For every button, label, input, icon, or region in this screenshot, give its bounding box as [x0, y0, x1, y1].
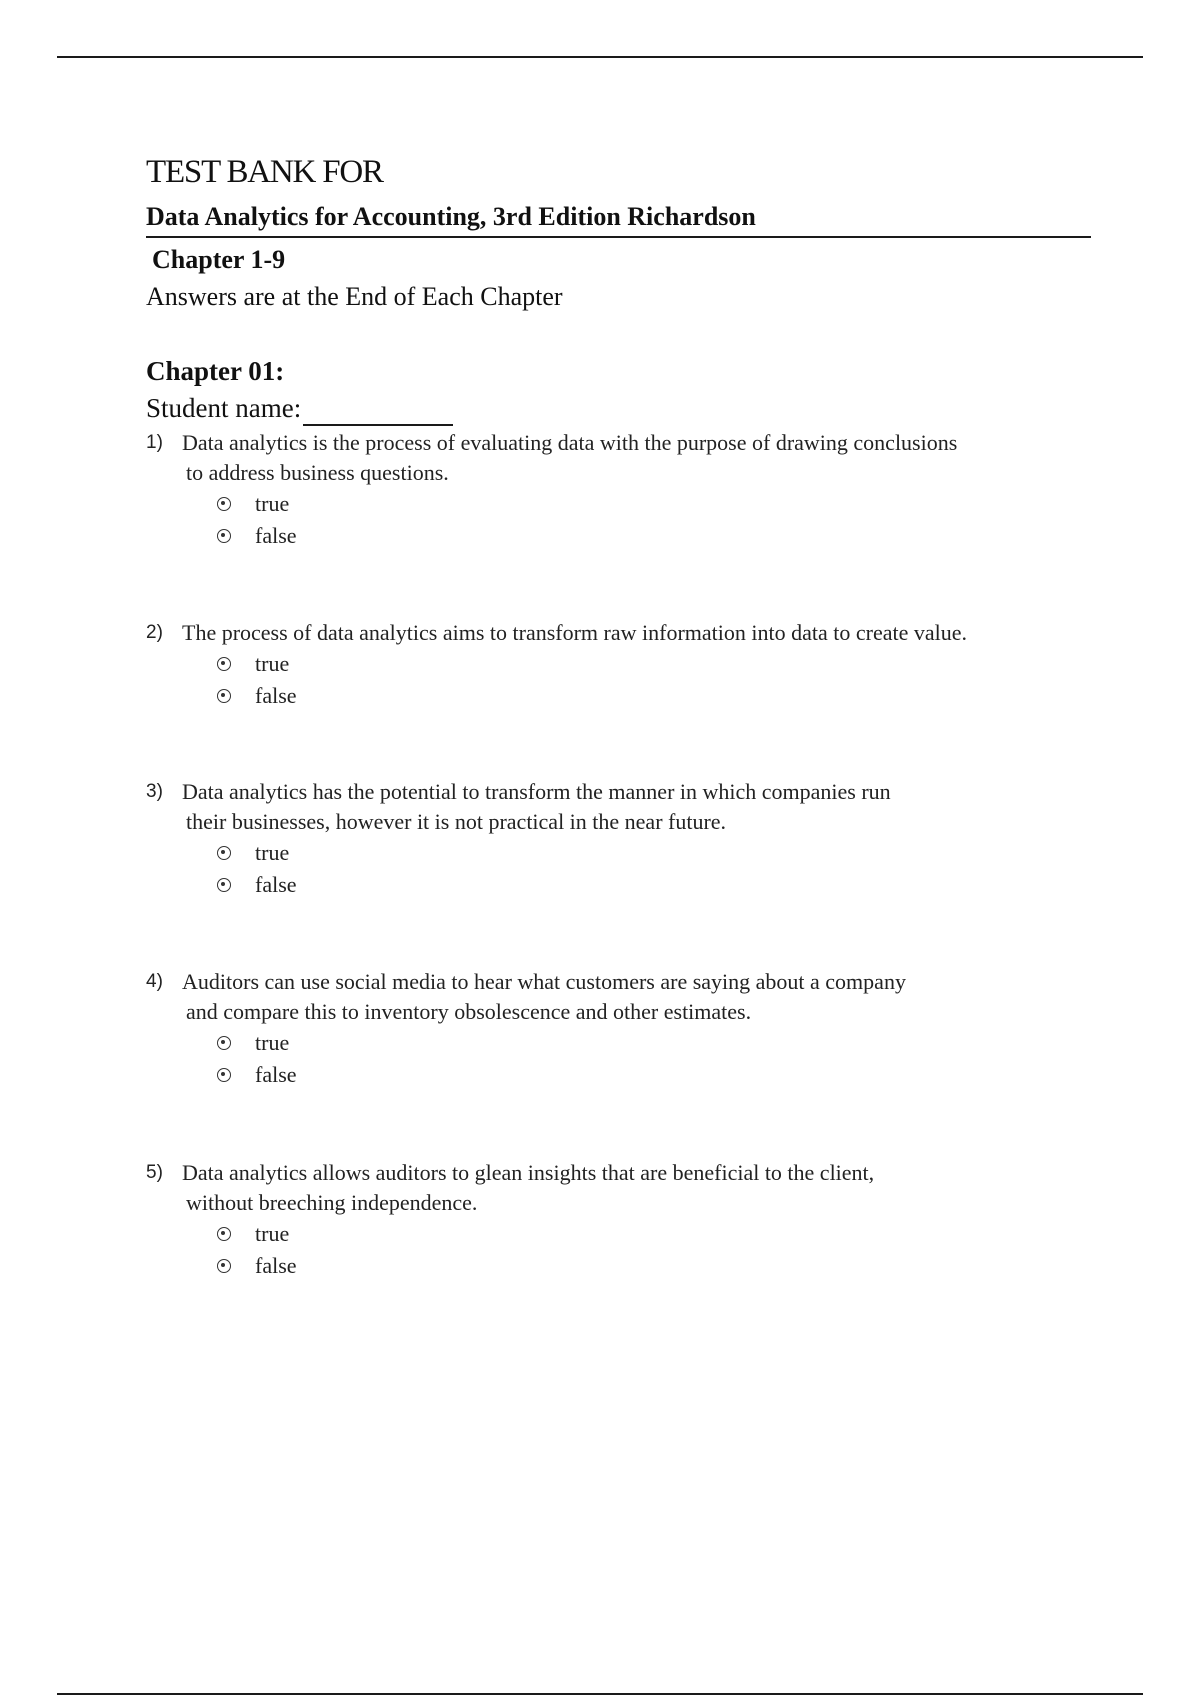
- question-text: [146, 967, 1086, 1027]
- radio-button-icon[interactable]: [217, 1036, 231, 1050]
- question-text: [146, 618, 1086, 648]
- question-line: Auditors can use social media to hear what customers are saying about a company: [182, 969, 906, 994]
- radio-button-icon[interactable]: [217, 529, 231, 543]
- question-line: The process of data analytics aims to transform raw information into data to create value.: [182, 620, 967, 645]
- question-5: [146, 1158, 1086, 1282]
- document-title: TEST BANK FOR: [146, 154, 383, 190]
- student-name-field: [146, 390, 453, 426]
- answer-options: [146, 1027, 1086, 1091]
- radio-button-icon[interactable]: [217, 689, 231, 703]
- question-number: 1): [146, 432, 163, 453]
- answer-options: [146, 837, 1086, 901]
- question-3: [146, 777, 1086, 901]
- radio-button-icon[interactable]: [217, 497, 231, 511]
- option-label: true: [255, 651, 290, 676]
- radio-button-icon[interactable]: [217, 1259, 231, 1273]
- bottom-rule: [57, 1693, 1143, 1695]
- option-false[interactable]: [217, 1250, 1086, 1282]
- chapter-range: Chapter 1-9: [152, 245, 286, 274]
- option-true[interactable]: [217, 648, 1086, 680]
- question-line: without breeching independence.: [186, 1190, 478, 1215]
- answers-note: Answers are at the End of Each Chapter: [146, 282, 563, 311]
- question-1: [146, 428, 1086, 552]
- question-text: [146, 428, 1086, 488]
- chapter-heading: Chapter 01:: [146, 356, 285, 386]
- radio-button-icon[interactable]: [217, 878, 231, 892]
- question-text: [146, 777, 1086, 837]
- option-label: false: [255, 1253, 297, 1278]
- question-2: [146, 618, 1086, 712]
- radio-button-icon[interactable]: [217, 657, 231, 671]
- option-label: true: [255, 1030, 290, 1055]
- answer-options: [146, 488, 1086, 552]
- radio-button-icon[interactable]: [217, 1068, 231, 1082]
- question-number: 4): [146, 971, 163, 992]
- question-number: 2): [146, 622, 163, 643]
- question-number: 3): [146, 781, 163, 802]
- option-label: false: [255, 683, 297, 708]
- question-line: Data analytics is the process of evaluating data with the purpose of drawing conclusions: [182, 430, 958, 455]
- option-true[interactable]: [217, 488, 1086, 520]
- radio-button-icon[interactable]: [217, 1227, 231, 1241]
- option-true[interactable]: [217, 837, 1086, 869]
- option-false[interactable]: [217, 869, 1086, 901]
- answer-options: [146, 1218, 1086, 1282]
- answer-options: [146, 648, 1086, 712]
- option-label: true: [255, 1221, 290, 1246]
- option-label: false: [255, 1062, 297, 1087]
- option-false[interactable]: [217, 1059, 1086, 1091]
- question-text: [146, 1158, 1086, 1218]
- option-false[interactable]: [217, 520, 1086, 552]
- question-line: to address business questions.: [186, 460, 449, 485]
- option-label: false: [255, 523, 297, 548]
- question-line: and compare this to inventory obsolescence and other estimates.: [186, 999, 752, 1024]
- option-label: true: [255, 840, 290, 865]
- option-label: false: [255, 872, 297, 897]
- option-false[interactable]: [217, 680, 1086, 712]
- student-name-label: Student name:: [146, 393, 302, 423]
- option-true[interactable]: [217, 1218, 1086, 1250]
- top-rule: [57, 56, 1143, 58]
- student-name-blank[interactable]: [303, 396, 453, 426]
- radio-button-icon[interactable]: [217, 846, 231, 860]
- option-label: true: [255, 491, 290, 516]
- question-line: Data analytics allows auditors to glean insights that are beneficial to the client,: [182, 1160, 875, 1185]
- question-number: 5): [146, 1162, 163, 1183]
- question-line: their businesses, however it is not practical in the near future.: [186, 809, 727, 834]
- book-title: Data Analytics for Accounting, 3rd Edition Richardson: [146, 200, 1091, 238]
- question-4: [146, 967, 1086, 1091]
- option-true[interactable]: [217, 1027, 1086, 1059]
- question-line: Data analytics has the potential to transform the manner in which companies run: [182, 779, 891, 804]
